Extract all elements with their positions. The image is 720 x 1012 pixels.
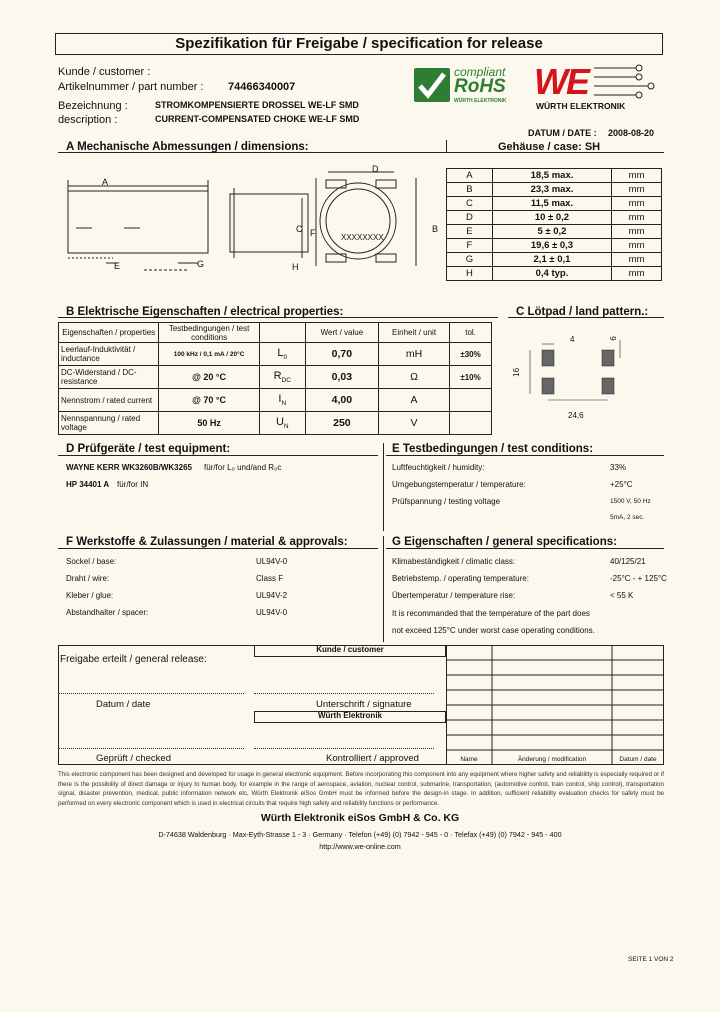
dimension-value: 23,3 max. xyxy=(492,183,611,197)
temperature-note-1: It is recommanded that the temperature of the part does xyxy=(392,609,590,618)
property-name: Nennspannung / rated voltage xyxy=(59,412,159,435)
we-logo-text: WE xyxy=(534,61,588,102)
spec-label: Luftfeuchtigkeit / humidity: xyxy=(392,463,485,472)
symbol-letter: U xyxy=(275,415,284,428)
we-header: Würth Elektronik xyxy=(317,711,382,720)
dimension-value: 18,5 max. xyxy=(492,169,611,183)
dimension-row xyxy=(447,211,662,225)
dimension-value: 19,6 ± 0,3 xyxy=(492,239,611,253)
rohs-check-icon xyxy=(414,68,450,102)
section-de-divider xyxy=(383,443,384,531)
unit: V xyxy=(379,412,450,435)
date-label: DATUM / DATE : xyxy=(528,128,597,138)
spec-value: 1500 V, 50 Hz xyxy=(610,498,651,505)
electrical-row xyxy=(59,389,492,412)
company-name: Würth Elektronik eiSos GmbH & Co. KG xyxy=(260,812,460,824)
section-g-title: G Eigenschaften / general specifications: xyxy=(392,536,617,548)
symbol-subscript: N xyxy=(281,400,287,408)
col-tolerance: tol. xyxy=(450,323,492,343)
signature-caption: Unterschrift / signature xyxy=(316,699,412,710)
dim-label-c: C xyxy=(296,224,303,234)
symbol xyxy=(259,412,305,435)
test-condition: @ 20 °C xyxy=(159,366,259,389)
spec-value: 5mA, 2 sec. xyxy=(610,514,645,521)
designation: STROMKOMPENSIERTE DROSSEL WE-LF SMD xyxy=(155,100,359,110)
part-number-label: Artikelnummer / part number : xyxy=(58,81,204,93)
spec-value: Class F xyxy=(256,574,284,583)
dimension-row xyxy=(447,183,662,197)
property-name: Leerlauf-Induktivität / inductance xyxy=(59,343,159,366)
symbol-subscript: 0 xyxy=(283,354,288,362)
tolerance: ±30% xyxy=(450,343,492,366)
test-condition: 50 Hz xyxy=(159,412,259,435)
we-name-text: WÜRTH ELEKTRONIK xyxy=(536,101,626,111)
dimension-row xyxy=(447,267,662,281)
drawing-marking: XXXXXXXX xyxy=(341,233,384,242)
symbol-subscript: N xyxy=(283,423,289,431)
approved-caption: Kontrolliert / approved xyxy=(326,753,419,764)
signature-line-1 xyxy=(254,693,434,694)
dimension-row xyxy=(447,239,662,253)
dim-label-g: G xyxy=(197,259,205,269)
value: 4,00 xyxy=(305,389,378,412)
section-e-title: E Testbedingungen / test conditions: xyxy=(392,443,594,455)
value: 0,70 xyxy=(305,343,378,366)
spec-label: Abstandhalter / spacer: xyxy=(66,608,149,617)
dimension-unit: mm xyxy=(612,225,662,239)
equipment-1-use: für/for L₀ und/and R₀c xyxy=(204,463,282,472)
spec-value: UL94V-0 xyxy=(256,608,288,617)
spec-label: Klimabeständigkeit / climatic class: xyxy=(392,557,516,566)
unit: A xyxy=(379,389,450,412)
col-conditions: Testbedingungen / test conditions xyxy=(159,323,259,343)
page-number: SEITE 1 VON 2 xyxy=(628,956,674,963)
temperature-note-2: not exceed 125°C under worst case operating conditions. xyxy=(392,626,595,635)
dimension-key: G xyxy=(447,253,493,267)
col-value: Wert / value xyxy=(305,323,378,343)
we-circuit-icon xyxy=(532,62,662,102)
dim-label-e: E xyxy=(114,261,121,271)
unit: mH xyxy=(379,343,450,366)
revision-grid xyxy=(446,645,664,765)
spec-value: < 55 K xyxy=(610,591,634,600)
spec-label: Prüfspannung / testing voltage xyxy=(392,497,501,506)
equipment-2-use: für/for IN xyxy=(117,480,149,489)
dim-label-d: D xyxy=(372,164,379,174)
spec-label: Übertemperatur / temperature rise: xyxy=(392,591,516,600)
date-line-1 xyxy=(58,693,244,694)
company-website: http://www.we-online.com xyxy=(319,842,401,851)
dimension-key: B xyxy=(447,183,493,197)
value: 0,03 xyxy=(305,366,378,389)
dimension-unit: mm xyxy=(612,239,662,253)
dimension-key: F xyxy=(447,239,493,253)
pad-dim-3: 16 xyxy=(512,367,522,377)
pad-dim-2: 6 xyxy=(608,336,618,341)
pad-dim-4: 24,6 xyxy=(568,411,584,420)
date-caption-1: Datum / date xyxy=(96,699,151,710)
spec-label: Umgebungstemperatur / temperature: xyxy=(392,480,526,489)
dimensions-table xyxy=(446,168,662,281)
description: CURRENT-COMPENSATED CHOKE WE-LF SMD xyxy=(155,114,360,124)
dim-label-f: F xyxy=(310,228,316,238)
spec-value: UL94V-2 xyxy=(256,591,288,600)
spec-value: 33% xyxy=(610,463,627,472)
section-b-title: B Elektrische Eigenschaften / electrical properties: xyxy=(66,306,344,318)
electrical-row xyxy=(59,412,492,435)
rohs-text: RoHS xyxy=(454,76,506,97)
section-a-title: A Mechanische Abmessungen / dimensions: xyxy=(66,141,309,153)
dimension-unit: mm xyxy=(612,211,662,225)
symbol xyxy=(259,389,305,412)
dimension-value: 5 ± 0,2 xyxy=(492,225,611,239)
symbol-subscript: DC xyxy=(281,377,291,385)
property-name: DC-Widerstand / DC-resistance xyxy=(59,366,159,389)
dimension-unit: mm xyxy=(612,183,662,197)
value: 250 xyxy=(305,412,378,435)
rohs-logo xyxy=(414,66,528,108)
section-f-title: F Werkstoffe & Zulassungen / material & approvals: xyxy=(66,536,348,548)
dimension-value: 2,1 ± 0,1 xyxy=(492,253,611,267)
spec-label: Betriebstemp. / operating temperature: xyxy=(392,574,529,583)
rohs-subtext: WÜRTH ELEKTRONIK xyxy=(454,98,507,104)
spec-label: Draht / wire: xyxy=(66,574,110,583)
dimension-unit: mm xyxy=(612,253,662,267)
customer-header: Kunde / customer xyxy=(316,645,384,654)
tolerance: ±10% xyxy=(450,366,492,389)
page-title: Spezifikation für Freigabe / specification for release xyxy=(175,35,543,52)
dimension-unit: mm xyxy=(612,267,662,281)
section-f-rule xyxy=(58,548,378,549)
symbol xyxy=(259,343,305,366)
dimension-row xyxy=(447,197,662,211)
equipment-1: WAYNE KERR WK3260B/WK3265 xyxy=(66,463,192,472)
electrical-table xyxy=(58,322,492,435)
dimension-value: 10 ± 0,2 xyxy=(492,211,611,225)
section-c-title: C Lötpad / land pattern.: xyxy=(516,306,649,318)
section-d-rule xyxy=(58,455,378,456)
symbol xyxy=(259,366,305,389)
dimension-unit: mm xyxy=(612,197,662,211)
customer-label: Kunde / customer : xyxy=(58,66,151,78)
symbol-letter: I xyxy=(278,392,282,405)
electrical-row xyxy=(59,366,492,389)
release-label: Freigabe erteilt / general release: xyxy=(60,654,207,665)
col-unit: Einheit / unit xyxy=(379,323,450,343)
pad-dim-1: 4 xyxy=(570,335,575,344)
checked-caption: Geprüft / checked xyxy=(96,753,171,764)
rohs-compliant-text: compliant xyxy=(454,65,506,79)
case-label: Gehäuse / case: SH xyxy=(498,141,601,153)
we-logo xyxy=(532,62,662,110)
section-e-rule xyxy=(386,455,664,456)
tolerance xyxy=(450,389,492,412)
test-condition: 100 kHz / 0,1 mA / 20°C xyxy=(159,343,259,366)
disclaimer: This electronic component has been designed and developed for usage in general electronic equipment. Before incorporating this component into any equipment where higher safety and reliability is especially required or if there is the possibility of direct damage or injury to human body, for example in the range of aerospace, aviation, nuclear control, submarine, transportation, (automotive control, train control, ship control), transportation signal, disaster prevention, medical, public information network etc, Würth Elektronik eiSos GmbH must be informed before the design-in stage. In addition, sufficient reliability evaluation checks for safety must be performed on every electronic component which is used in electrical circuits that require high safety and reliability functions or performance. xyxy=(58,771,664,807)
spec-value: UL94V-0 xyxy=(256,557,288,566)
dimension-row xyxy=(447,253,662,267)
land-pattern-drawing xyxy=(510,330,660,430)
rev-col-modification: Änderung / modification xyxy=(517,756,587,763)
spec-value: -25°C - + 125°C xyxy=(610,574,667,583)
dimension-value: 0,4 typ. xyxy=(492,267,611,281)
dimension-unit: mm xyxy=(612,169,662,183)
checked-line xyxy=(58,748,244,749)
dimension-row xyxy=(447,225,662,239)
designation-label: Bezeichnung : xyxy=(58,100,128,112)
dim-label-b: B xyxy=(432,224,439,234)
symbol-letter: R xyxy=(273,369,282,382)
dimension-key: C xyxy=(447,197,493,211)
rev-col-date: Datum / date xyxy=(619,756,657,763)
rev-col-name: Name xyxy=(460,756,478,763)
test-condition: @ 70 °C xyxy=(159,389,259,412)
spec-label: Kleber / glue: xyxy=(66,591,114,600)
unit: Ω xyxy=(379,366,450,389)
dimension-value: 11,5 max. xyxy=(492,197,611,211)
date-value: 2008-08-20 xyxy=(608,128,655,138)
col-symbol xyxy=(259,323,305,343)
spec-label: Sockel / base: xyxy=(66,557,117,566)
section-fg-divider xyxy=(383,536,384,642)
dimension-row xyxy=(447,169,662,183)
spec-value: 40/125/21 xyxy=(610,557,646,566)
dim-label-h: H xyxy=(292,262,299,272)
spec-value: +25°C xyxy=(610,480,633,489)
dimension-key: E xyxy=(447,225,493,239)
approved-line xyxy=(254,748,434,749)
part-number: 74466340007 xyxy=(228,81,296,93)
section-a-divider xyxy=(446,140,447,152)
electrical-row xyxy=(59,343,492,366)
equipment-2: HP 34401 A xyxy=(66,480,110,489)
dimension-key: D xyxy=(447,211,493,225)
dimension-key: A xyxy=(447,169,493,183)
company-address: D-74638 Waldenburg · Max-Eyth-Strasse 1 - 3 · Germany · Telefon (+49) (0) 7942 - 945 - 0 · Telefax (+49) (0) 7942 - 945 - 400 xyxy=(158,830,562,839)
property-name: Nennstrom / rated current xyxy=(59,389,159,412)
dimension-key: H xyxy=(447,267,493,281)
dim-label-a: A xyxy=(102,177,109,187)
section-g-rule xyxy=(386,548,664,549)
section-d-title: D Prüfgeräte / test equipment: xyxy=(66,443,231,455)
col-properties: Eigenschaften / properties xyxy=(59,323,159,343)
symbol-letter: L xyxy=(277,346,284,359)
tolerance xyxy=(450,412,492,435)
description-label: description : xyxy=(58,114,118,126)
